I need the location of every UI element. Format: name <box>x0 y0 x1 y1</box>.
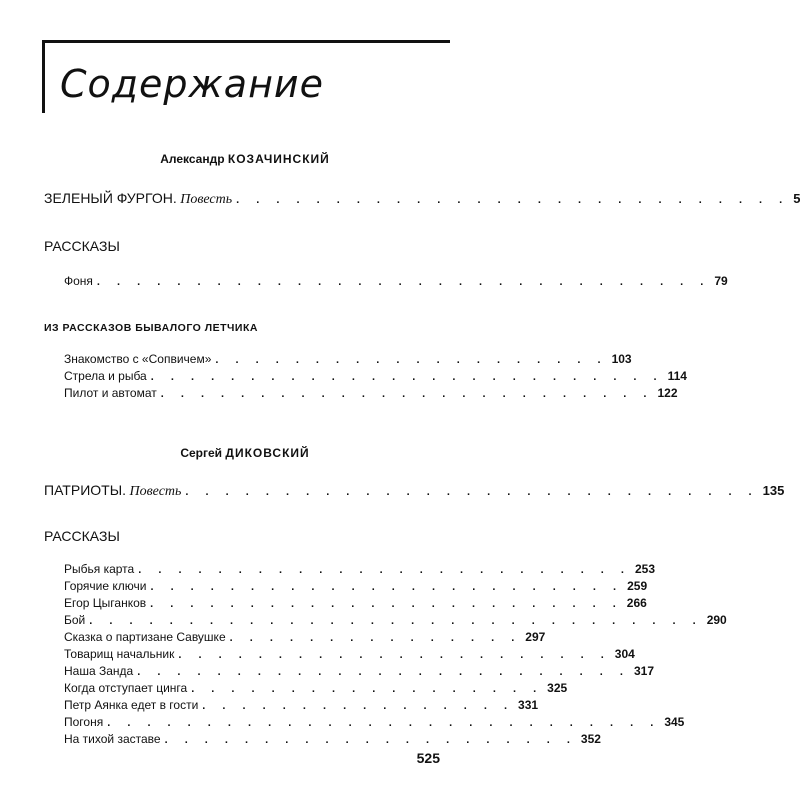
leader-dots: . . . . . . . . . . . . . . . . . . . . . <box>164 734 577 746</box>
section-heading: РАССКАЗЫ <box>44 528 120 544</box>
leader-dots: . . . . . . . . . . . . . . . . . . . . . . . . . <box>138 564 631 576</box>
toc-entry <box>64 274 728 288</box>
entry-title: ЗЕЛЕНЫЙ ФУРГОН. <box>44 190 177 206</box>
leader-dots: . . . . . . . . . . . . . . . . . . . . . . . . . . . . <box>107 717 661 729</box>
toc-entry <box>64 664 654 678</box>
entry-title: Горячие ключи <box>64 579 147 593</box>
toc-entry <box>64 579 648 593</box>
author-heading <box>0 446 490 460</box>
toc-entry <box>64 562 656 576</box>
entry-page: 331 <box>518 698 539 712</box>
toc-entry <box>64 352 632 366</box>
leader-dots: . . . . . . . . . . . . . . . . . . . . . . . . <box>150 581 624 593</box>
toc-entry <box>64 630 546 644</box>
toc-entry <box>64 715 685 729</box>
leader-dots: . . . . . . . . . . . . . . . . . . . . . . . . . . . . . <box>185 486 759 498</box>
author-heading <box>0 152 490 166</box>
entry-page: 259 <box>627 579 648 593</box>
entry-title: Фоня <box>64 274 93 288</box>
entry-title: Пилот и автомат <box>64 386 157 400</box>
entry-title: Погоня <box>64 715 104 729</box>
toc-entry <box>44 482 785 500</box>
entry-title: Рыбья карта <box>64 562 135 576</box>
entry-page: 135 <box>762 483 785 498</box>
leader-dots: . . . . . . . . . . . . . . . . . . . . . . . . . <box>160 388 654 400</box>
entry-page: 304 <box>614 647 635 661</box>
page-title: Содержание <box>60 62 324 106</box>
entry-title: Знакомство с «Сопвичем» <box>64 352 212 366</box>
toc-entry <box>44 190 800 208</box>
entry-page: 253 <box>634 562 656 576</box>
entry-title: Сказка о партизане Савушке <box>64 630 226 644</box>
leader-dots: . . . . . . . . . . . . . . . . . . . . . . <box>178 649 611 661</box>
toc-entry <box>64 386 678 400</box>
entry-page: 345 <box>664 715 685 729</box>
entry-page: 317 <box>633 664 654 678</box>
toc-entry <box>64 596 647 610</box>
entry-page: 103 <box>611 352 632 366</box>
leader-dots: . . . . . . . . . . . . . . . . . . <box>191 683 544 695</box>
leader-dots: . . . . . . . . . . . . . . . . . . . . . . . . . . . . . . . <box>96 276 711 288</box>
entry-page: 122 <box>657 386 678 400</box>
author-surname: КОЗАЧИНСКИЙ <box>227 152 330 166</box>
leader-dots: . . . . . . . . . . . . . . . . . . . . . . . . . . . . <box>236 194 790 206</box>
toc-entry <box>64 681 568 695</box>
entry-title: Наша Занда <box>64 664 134 678</box>
entry-page: 79 <box>714 274 728 288</box>
entry-genre: Повесть <box>180 192 233 207</box>
entry-title: ПАТРИОТЫ. <box>44 482 126 498</box>
leader-dots: . . . . . . . . . . . . . . . . . . . . <box>215 354 608 366</box>
entry-title: Когда отступает цинга <box>64 681 188 695</box>
entry-title: Товарищ начальник <box>64 647 175 661</box>
author-first-name: Сергей <box>180 446 223 460</box>
entry-page: 114 <box>667 369 687 383</box>
entry-page: 5 <box>793 191 800 206</box>
entry-title: Петр Аянка едет в гости <box>64 698 199 712</box>
author-surname: ДИКОВСКИЙ <box>225 446 310 460</box>
subsection-heading: ИЗ РАССКАЗОВ БЫВАЛОГО ЛЕТЧИКА <box>44 322 258 334</box>
section-heading: РАССКАЗЫ <box>44 238 120 254</box>
leader-dots: . . . . . . . . . . . . . . . . . . . . . . . . . <box>137 666 630 678</box>
entry-title: Стрела и рыба <box>64 369 147 383</box>
entry-page: 325 <box>547 681 568 695</box>
toc-entry <box>64 647 635 661</box>
entry-page: 290 <box>706 613 727 627</box>
toc-entry <box>64 732 601 746</box>
page-number: 525 <box>416 750 440 766</box>
toc-entry <box>64 698 539 712</box>
entry-page: 352 <box>580 732 601 746</box>
entry-page: 297 <box>525 630 546 644</box>
entry-title: Егор Цыганков <box>64 596 147 610</box>
entry-page: 266 <box>626 596 647 610</box>
leader-dots: . . . . . . . . . . . . . . . . . . . . . . . . . . <box>150 371 664 383</box>
entry-title: На тихой заставе <box>64 732 161 746</box>
entry-genre: Повесть <box>129 484 182 499</box>
leader-dots: . . . . . . . . . . . . . . . <box>229 632 522 644</box>
toc-entry <box>64 369 687 383</box>
leader-dots: . . . . . . . . . . . . . . . . <box>202 700 515 712</box>
leader-dots: . . . . . . . . . . . . . . . . . . . . . . . . <box>150 598 623 610</box>
author-first-name: Александр <box>160 152 225 166</box>
toc-entry <box>64 613 727 627</box>
leader-dots: . . . . . . . . . . . . . . . . . . . . . . . . . . . . . . . <box>89 615 703 627</box>
entry-title: Бой <box>64 613 86 627</box>
